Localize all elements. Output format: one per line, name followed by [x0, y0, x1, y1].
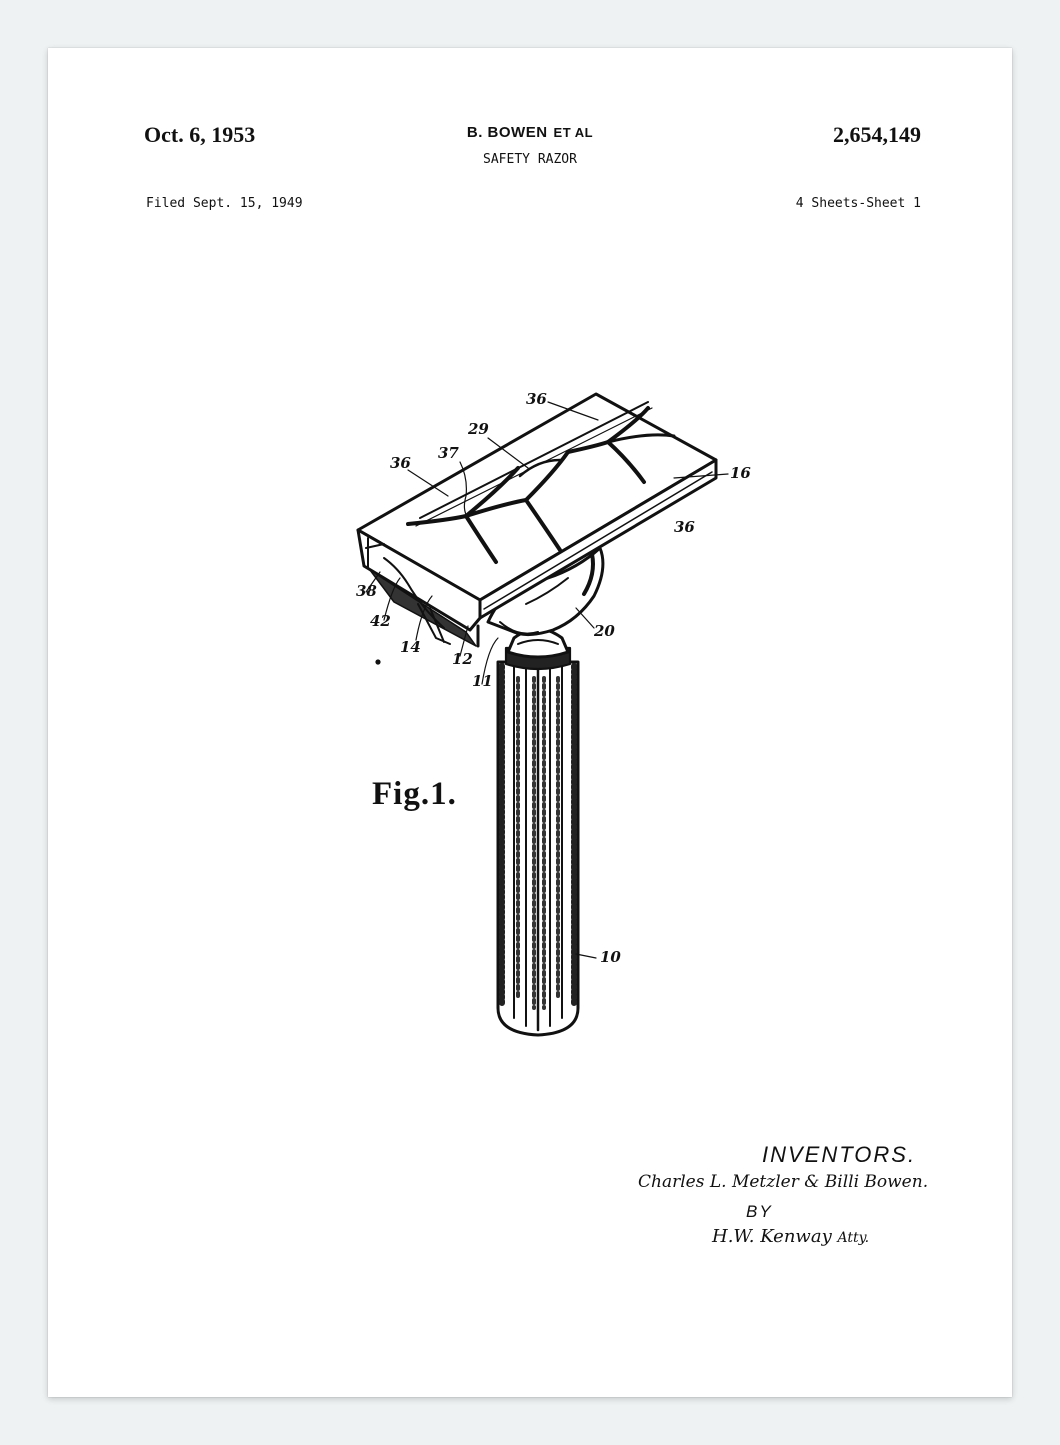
- ref-36-left: 36: [390, 454, 411, 472]
- attorney-name: H.W. Kenway: [712, 1226, 832, 1247]
- ref-16: 16: [730, 464, 751, 482]
- ref-38: 38: [356, 582, 377, 600]
- ref-12: 12: [452, 650, 473, 668]
- attorney-signature: [712, 1226, 869, 1247]
- filed-date: Filed Sept. 15, 1949: [146, 196, 303, 211]
- ref-11: 11: [472, 672, 493, 690]
- patent-poster: [48, 48, 1012, 1397]
- sheet-count: 4 Sheets-Sheet 1: [795, 196, 921, 211]
- atty-suffix: Atty.: [837, 1230, 870, 1246]
- inventor-name: B. BOWEN: [466, 124, 548, 141]
- ref-20: 20: [594, 622, 615, 640]
- ref-42: 42: [370, 612, 391, 630]
- ref-36-top: 36: [526, 390, 547, 408]
- inventor-signatures: Charles L. Metzler & Billi Bowen.: [638, 1172, 929, 1192]
- patent-number: 2,654,149: [833, 122, 921, 147]
- ref-29: 29: [468, 420, 489, 438]
- ref-14: 14: [400, 638, 421, 656]
- razor-drawing: [48, 48, 1012, 1397]
- by-label: BY: [746, 1202, 773, 1221]
- ref-10: 10: [600, 948, 621, 966]
- ref-37: 37: [438, 444, 459, 462]
- et-al: ET AL: [553, 125, 594, 140]
- ref-36-right: 36: [674, 518, 695, 536]
- patent-date: Oct. 6, 1953: [144, 122, 256, 147]
- inventors-label: INVENTORS.: [762, 1142, 917, 1167]
- figure-label: Fig.1.: [372, 776, 457, 812]
- patent-title: SAFETY RAZOR: [483, 152, 577, 167]
